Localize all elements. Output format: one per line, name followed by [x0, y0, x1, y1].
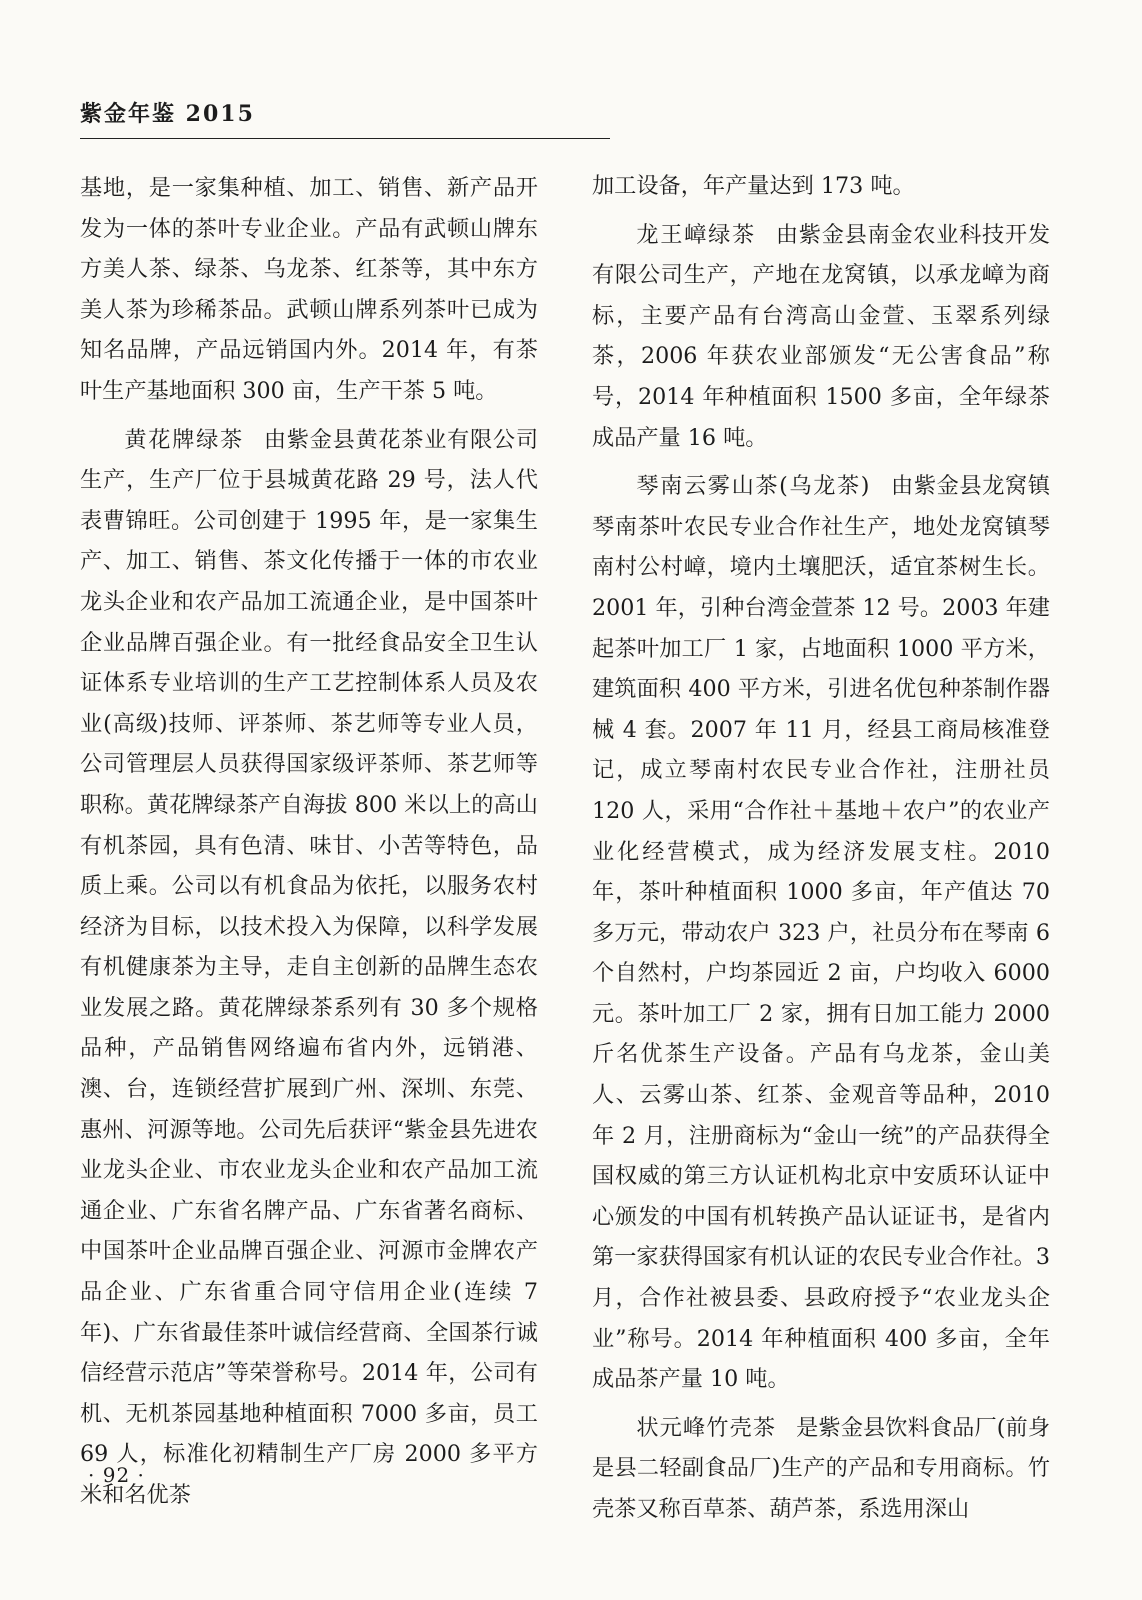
- entry-body-zhuangyuanfeng: 是紫金县饮料食品厂(前身是县二轻副食品厂)生产的产品和专用商标。竹壳茶又称百草茶、葫芦茶，系选用深山: [592, 1414, 1051, 1522]
- paragraph-qinnan-oolong: [592, 466, 1050, 1400]
- entry-term-huanghua: 黄花牌绿茶: [124, 426, 244, 453]
- paragraph-huanghua-green-tea: [80, 420, 538, 1516]
- entry-term-qinnan: 琴南云雾山茶(乌龙茶): [636, 473, 871, 500]
- entry-term-zhuangyuanfeng: 状元峰竹壳茶: [636, 1414, 777, 1441]
- entry-body-huanghua: 由紫金县黄花茶业有限公司生产，生产厂位于县城黄花路 29 号，法人代表曹锦旺。公司创建于 1995 年，是一家集生产、加工、销售、茶文化传播于一体的市农业龙头企业和农产品加工流通企业，是中国茶叶企业品牌百强企业。有一批经食品安全卫生认证体系专业培训的生产工艺控制体系人员及农业(高级)技师、评茶师、茶艺师等专业人员，公司管理层人员获得国家级评茶师、茶艺师等职称。黄花牌绿茶产自海拔 800 米以上的高山有机茶园，具有色清、味甘、小苦等特色，品质上乘。公司以有机食品为依托，以服务农村经济为目标，以技术投入为保障，以科学发展有机健康茶为主导，走自主创新的品牌生态农业发展之路。黄花牌绿茶系列有 30 多个规格品种，产品销售网络遍布省内外，远销港、澳、台，连锁经营扩展到广州、深圳、东莞、惠州、河源等地。公司先后获评“紫金县先进农业龙头企业、市农业龙头企业和农产品加工流通企业、广东省名牌产品、广东省著名商标、中国茶叶企业品牌百强企业、河源市金牌农产品企业、广东省重合同守信用企业(连续 7 年)、广东省最佳茶叶诚信经营商、全国茶行诚信经营示范店”等荣誉称号。2014 年，公司有机、无机茶园基地种植面积 7000 多亩，员工 69 人，标准化初精制生产厂房 2000 多平方米和名优茶: [80, 426, 539, 1508]
- running-header: 紫金年鉴 2015: [80, 101, 255, 127]
- entry-body-longwangzhang: 由紫金县南金农业科技开发有限公司生产，产地在龙窝镇，以承龙嶂为商标，主要产品有台湾高山金萱、玉翠系列绿茶，2006 年获农业部颁发“无公害食品”称号，2014 年种植面积 1500 多亩，全年绿茶成品产量 16 吨。: [592, 221, 1051, 451]
- paragraph-huanghua-cont: 加工设备，年产量达到 173 吨。: [592, 173, 915, 199]
- header-rule: [80, 138, 610, 139]
- entry-body-qinnan: 由紫金县龙窝镇琴南茶叶农民专业合作社生产，地处龙窝镇琴南村公村嶂，境内土壤肥沃，适宜茶树生长。2001 年，引种台湾金萱茶 12 号。2003 年建起茶叶加工厂 1 家，占地面积 1000 平方米，建筑面积 400 平方米，引进名优包种茶制作器械 4 套。2007 年 11 月，经县工商局核准登记，成立琴南村农民专业合作社，注册社员 120 人，采用“合作社＋基地＋农户”的农业产业化经营模式，成为经济发展支柱。2010 年，茶叶种植面积 1000 多亩，年产值达 70 多万元，带动农户 323 户，社员分布在琴南 6 个自然村，户均茶园近 2 亩，户均收入 6000 元。茶叶加工厂 2 家，拥有日加工能力 2000 斤名优茶生产设备。产品有乌龙茶，金山美人、云雾山茶、红茶、金观音等品种，2010 年 2 月，注册商标为“金山一统”的产品获得全国权威的第三方认证机构北京中安质环认证中心颁发的中国有机转换产品认证证书，是省内第一家获得国家有机认证的农民专业合作社。3 月，合作社被县委、县政府授予“农业龙头企业”称号。2014 年种植面积 400 多亩，全年成品茶产量 10 吨。: [592, 473, 1051, 1393]
- paragraph-zhuangyuanfeng-tea: [592, 1408, 1050, 1530]
- right-column: [592, 166, 1050, 1538]
- entry-term-longwangzhang: 龙王嶂绿茶: [636, 221, 756, 248]
- paragraph-longwangzhang-green-tea: [592, 215, 1050, 459]
- paragraph-wudunshan-tea-cont: 基地，是一家集种植、加工、销售、新产品开发为一体的茶叶专业企业。产品有武顿山牌东方美人茶、绿茶、乌龙茶、红茶等，其中东方美人茶为珍稀茶品。武顿山牌系列茶叶已成为知名品牌，产品远销国内外。2014 年，有茶叶生产基地面积 300 亩，生产干茶 5 吨。: [80, 175, 538, 404]
- page-number: · 92 ·: [88, 1463, 145, 1487]
- left-column: [80, 168, 538, 1524]
